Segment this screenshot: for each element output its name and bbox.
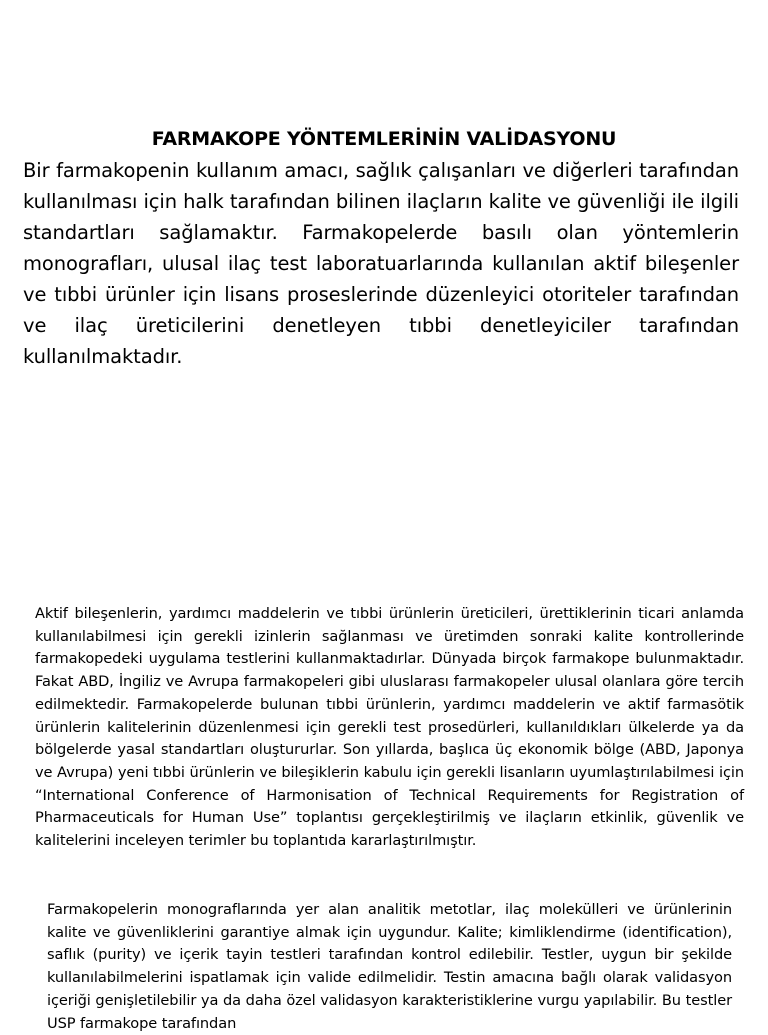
body-paragraph-2: Farmakopelerin monograflarında yer alan analitik metotlar, ilaç molekülleri ve ürünlerinin kalite ve güvenliklerini garantiye almak için uygundur. Kalite; kimliklendirme (identification), saflık (purity) ve içerik tayin testleri tarafından kontrol edilebilir. Testler, uygun bir şekilde kullanılabilmelerini ispatlamak için valide edilmelidir. Testin amacına bağlı olarak validasyon içeriği genişletilebilir ya da daha özel validasyon karakteristiklerine vurgu yapılabilir. Bu testler USP farmakope tarafından — [47, 901, 732, 1032]
body-paragraph-1: Aktif bileşenlerin, yardımcı maddelerin ve tıbbi ürünlerin üreticileri, ürettiklerinin ticari anlamda kullanılabilmesi için gerekli izinlerin sağlanması ve üretimden sonraki kalite kontrollerinde farmakopedeki uygulama testlerini kullanmaktadırlar. Dünyada birçok farmakope bulunmaktadır. Fakat ABD, İngiliz ve Avrupa farmakopeleri gibi uluslarası farmakopeler ulusal olanlara göre tercih edilmektedir. Farmakopelerde bulunan tıbbi ürünlerin, yardımcı maddelerin ve aktif farmasötik ürünlerin kalitelerinin düzenlenmesi için gerekli test prosedürleri, kullanıldıkları ülkelerde ya da bölgelerde yasal standartları oluştururlar. Son yıllarda, başlıca üç ekonomik bölge (ABD, Japonya ve Avrupa) yeni tıbbi ürünlerin ve bileşiklerin kabulu için gerekli lisanların uyumlaştırılabilmesi için “International Conference of Harmonisation of Technical Requirements for Registration of Pharmaceuticals for Human Use” toplantısı gerçekleştirilmiş ve ilaçların etkinlik, güvenlik ve kalitelerini inceleyen terimler bu toplantıda kararlaştırılmıştır. — [35, 605, 744, 850]
intro-paragraph: Bir farmakopenin kullanım amacı, sağlık çalışanları ve diğerleri tarafından kullanılması için halk tarafından bilinen ilaçların kalite ve güvenliği ile ilgili standartları sağlamaktır. Farmakopelerde basılı olan yöntemlerin monografları, ulusal ilaç test laboratuarlarında kullanılan aktif bileşenler ve tıbbi ürünler için lisans proseslerinde düzenleyici otoriteler tarafından ve ilaç üreticilerini denetleyen tıbbi denetleyiciler tarafından kullanılmaktadır. — [23, 159, 739, 368]
page-title: FARMAKOPE YÖNTEMLERİNİN VALİDASYONU — [151, 128, 617, 150]
